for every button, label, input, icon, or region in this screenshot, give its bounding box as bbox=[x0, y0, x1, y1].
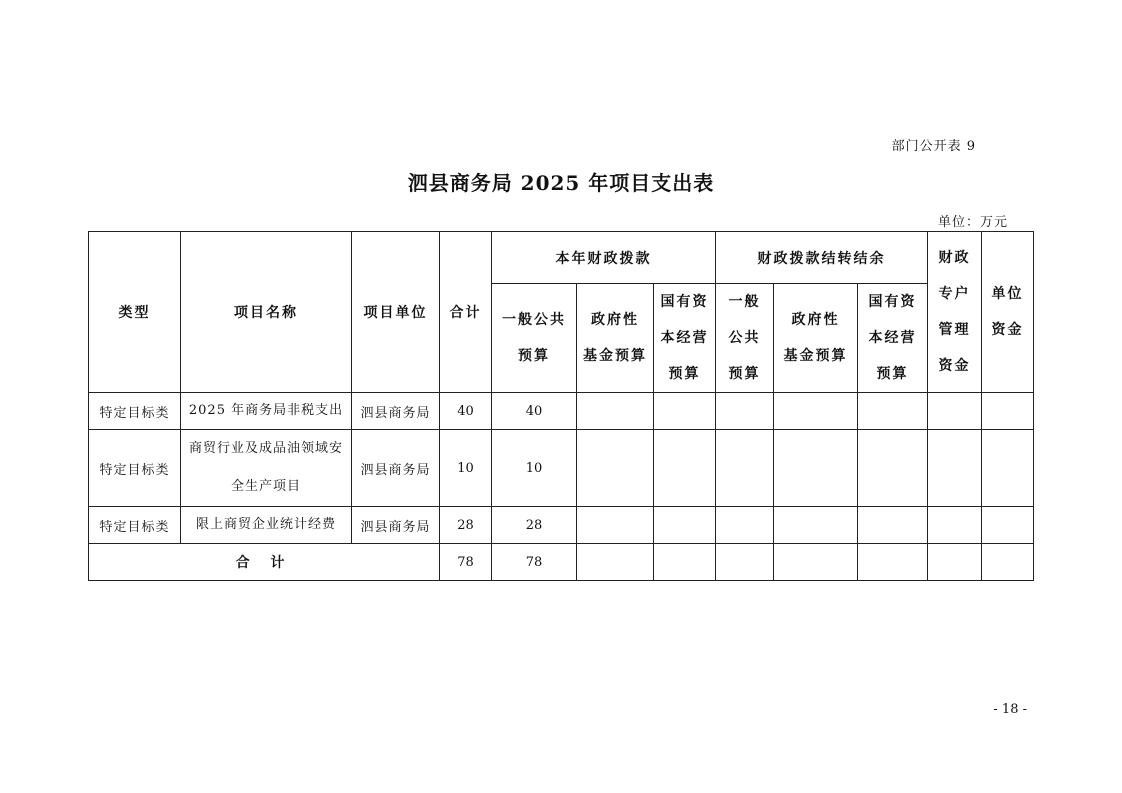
table-row bbox=[89, 430, 1034, 507]
project-name-line: 商贸行业及成品油领域安 bbox=[188, 441, 343, 456]
cell-special-account-fund bbox=[928, 507, 982, 544]
cell-state-capital-budget bbox=[654, 544, 716, 581]
header-line: 预算 bbox=[728, 366, 761, 382]
total-label: 合 计 bbox=[89, 544, 440, 581]
cell-carry-general-budget bbox=[716, 507, 774, 544]
cell-carry-general-budget bbox=[716, 544, 774, 581]
cell-gov-fund-budget bbox=[577, 544, 654, 581]
cell-gov-fund-budget bbox=[577, 430, 654, 507]
cell-general-public-budget: 28 bbox=[492, 507, 577, 544]
header-line: 资金 bbox=[938, 358, 971, 374]
cell-carry-state-capital-budget bbox=[858, 544, 928, 581]
project-name-line: 限上商贸企业统计经费 bbox=[195, 517, 336, 532]
col-header-project-unit: 项目单位 bbox=[352, 232, 440, 393]
header-line: 本经营 bbox=[868, 330, 917, 346]
header-line: 政府性 bbox=[591, 312, 639, 328]
header-line: 专户 bbox=[938, 286, 971, 302]
header-line: 预算 bbox=[876, 366, 909, 382]
cell-project-unit: 泗县商务局 bbox=[352, 430, 440, 507]
cell-total: 28 bbox=[440, 507, 492, 544]
cell-unit-fund bbox=[982, 507, 1034, 544]
table-row bbox=[89, 507, 1034, 544]
cell-type: 特定目标类 bbox=[89, 430, 181, 507]
cell-state-capital-budget bbox=[654, 393, 716, 430]
col-header-carry-gov-fund-budget bbox=[774, 284, 858, 393]
total-row bbox=[89, 544, 1034, 581]
table-row bbox=[89, 393, 1034, 430]
page-title: 泗县商务局 2025 年项目支出表 bbox=[407, 171, 715, 195]
cell-special-account-fund bbox=[928, 430, 982, 507]
cell-unit-fund bbox=[982, 393, 1034, 430]
header-line: 公共 bbox=[728, 330, 761, 346]
header-row-top bbox=[89, 232, 1034, 284]
cell-special-account-fund bbox=[928, 544, 982, 581]
col-header-carry-general-budget bbox=[716, 284, 774, 393]
header-line: 基金预算 bbox=[783, 348, 848, 364]
cell-project-unit: 泗县商务局 bbox=[352, 507, 440, 544]
header-line: 预算 bbox=[668, 366, 701, 382]
cell-carry-gov-fund-budget bbox=[774, 544, 858, 581]
header-line: 基金预算 bbox=[583, 348, 647, 364]
cell-project-name bbox=[181, 393, 352, 430]
cell-general-public-budget: 78 bbox=[492, 544, 577, 581]
header-line: 管理 bbox=[938, 322, 971, 338]
cell-carry-state-capital-budget bbox=[858, 430, 928, 507]
col-header-total: 合计 bbox=[440, 232, 492, 393]
cell-general-public-budget: 40 bbox=[492, 393, 577, 430]
header-line: 国有资 bbox=[868, 294, 917, 310]
cell-carry-general-budget bbox=[716, 430, 774, 507]
header-line: 一般 bbox=[728, 294, 761, 310]
header-line: 国有资 bbox=[660, 294, 709, 310]
cell-total: 40 bbox=[440, 393, 492, 430]
cell-project-unit: 泗县商务局 bbox=[352, 393, 440, 430]
project-name-line: 全生产项目 bbox=[230, 479, 301, 494]
cell-carry-gov-fund-budget bbox=[774, 430, 858, 507]
header-line: 政府性 bbox=[791, 312, 840, 328]
cell-gov-fund-budget bbox=[577, 393, 654, 430]
cell-unit-fund bbox=[982, 544, 1034, 581]
col-header-unit-fund bbox=[982, 232, 1034, 393]
cell-carry-gov-fund-budget bbox=[774, 393, 858, 430]
col-group-current-year-appropriation: 本年财政拨款 bbox=[492, 232, 716, 284]
cell-carry-general-budget bbox=[716, 393, 774, 430]
cell-general-public-budget: 10 bbox=[492, 430, 577, 507]
header-line: 预算 bbox=[518, 348, 550, 364]
cell-project-name bbox=[181, 507, 352, 544]
cell-total: 10 bbox=[440, 430, 492, 507]
header-line: 本经营 bbox=[660, 330, 709, 346]
cell-total: 78 bbox=[440, 544, 492, 581]
col-header-state-capital-budget bbox=[654, 284, 716, 393]
cell-type: 特定目标类 bbox=[89, 393, 181, 430]
header-line: 财政 bbox=[938, 250, 971, 266]
cell-gov-fund-budget bbox=[577, 507, 654, 544]
cell-carry-state-capital-budget bbox=[858, 393, 928, 430]
col-header-carry-state-capital-budget bbox=[858, 284, 928, 393]
project-name-line: 2025 年商务局非税支出 bbox=[188, 403, 344, 418]
cell-carry-state-capital-budget bbox=[858, 507, 928, 544]
header-line: 资金 bbox=[991, 322, 1024, 338]
col-header-type: 类型 bbox=[89, 232, 181, 393]
form-label: 部门公开表 9 bbox=[891, 139, 976, 154]
cell-project-name bbox=[181, 430, 352, 507]
cell-unit-fund bbox=[982, 430, 1034, 507]
cell-state-capital-budget bbox=[654, 507, 716, 544]
col-header-special-account-fund bbox=[928, 232, 982, 393]
cell-carry-gov-fund-budget bbox=[774, 507, 858, 544]
unit-label: 单位：万元 bbox=[937, 215, 1008, 230]
cell-special-account-fund bbox=[928, 393, 982, 430]
col-group-carryover-balance: 财政拨款结转结余 bbox=[716, 232, 928, 284]
page-number: - 18 - bbox=[993, 702, 1027, 717]
cell-type: 特定目标类 bbox=[89, 507, 181, 544]
header-line: 单位 bbox=[991, 286, 1024, 302]
col-header-project-name: 项目名称 bbox=[181, 232, 352, 393]
cell-state-capital-budget bbox=[654, 430, 716, 507]
header-line: 一般公共 bbox=[502, 312, 566, 328]
project-expenditure-table bbox=[88, 231, 1034, 581]
col-header-gov-fund-budget bbox=[577, 284, 654, 393]
col-header-general-public-budget bbox=[492, 284, 577, 393]
